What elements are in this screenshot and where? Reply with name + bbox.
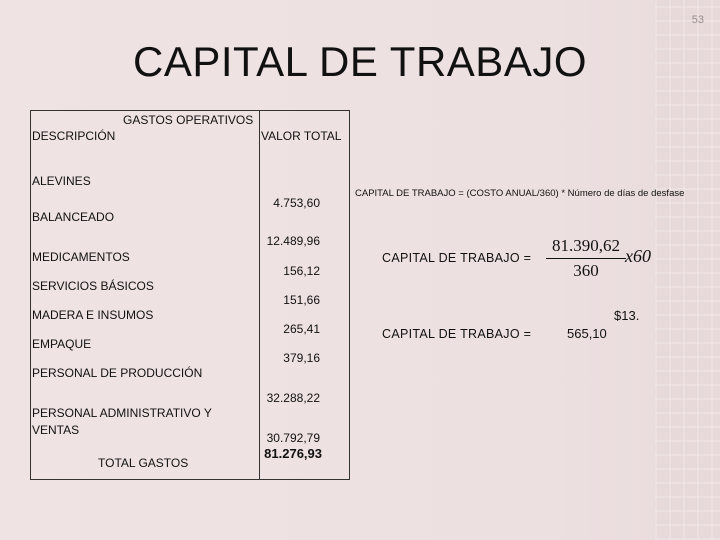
row-value-alevines: 4.753,60 xyxy=(273,196,320,210)
page-number: 53 xyxy=(691,14,704,26)
result-line-2: 565,10 xyxy=(567,326,607,341)
formula-definition: CAPITAL DE TRABAJO = (COSTO ANUAL/360) * Número de días de desfase xyxy=(355,188,685,199)
table-caption: GASTOS OPERATIVOS xyxy=(123,113,254,127)
row-value-madera: 265,41 xyxy=(283,322,320,336)
formula-label-2: CAPITAL DE TRABAJO = xyxy=(382,327,532,341)
row-value-personal-admin: 30.792,79 xyxy=(266,431,320,445)
row-label-alevines: ALEVINES xyxy=(32,174,91,188)
row-label-medicamentos: MEDICAMENTOS xyxy=(32,250,130,264)
row-value-medicamentos: 156,12 xyxy=(283,264,320,278)
row-label-servicios: SERVICIOS BÁSICOS xyxy=(32,279,154,293)
total-label: TOTAL GASTOS xyxy=(98,456,189,470)
row-label-personal-admin-line2: VENTAS xyxy=(32,423,80,437)
formula-multiplier: x60 xyxy=(625,246,651,266)
row-label-personal-admin-line1: PERSONAL ADMINISTRATIVO Y xyxy=(32,406,212,420)
row-label-personal-produccion: PERSONAL DE PRODUCCIÓN xyxy=(32,366,203,380)
row-value-servicios: 151,66 xyxy=(283,293,320,307)
row-label-madera: MADERA E INSUMOS xyxy=(32,308,154,322)
column-header-value: VALOR TOTAL xyxy=(261,129,342,143)
column-header-description: DESCRIPCIÓN xyxy=(32,129,116,143)
result-line-1: $13. xyxy=(614,308,640,323)
row-label-empaque: EMPAQUE xyxy=(32,337,92,351)
formula-fraction xyxy=(546,236,626,281)
formula-label-1: CAPITAL DE TRABAJO = xyxy=(382,251,532,265)
row-value-balanceado: 12.489,96 xyxy=(266,234,320,248)
fraction-denominator: 360 xyxy=(573,261,599,280)
row-value-personal-produccion: 32.288,22 xyxy=(266,391,320,405)
fraction-bar xyxy=(546,258,626,259)
row-value-empaque: 379,16 xyxy=(283,351,320,365)
page-title: CAPITAL DE TRABAJO xyxy=(133,38,587,85)
fraction-numerator: 81.390,62 xyxy=(552,236,620,255)
total-value: 81.276,93 xyxy=(264,446,322,461)
row-label-balanceado: BALANCEADO xyxy=(32,210,115,224)
